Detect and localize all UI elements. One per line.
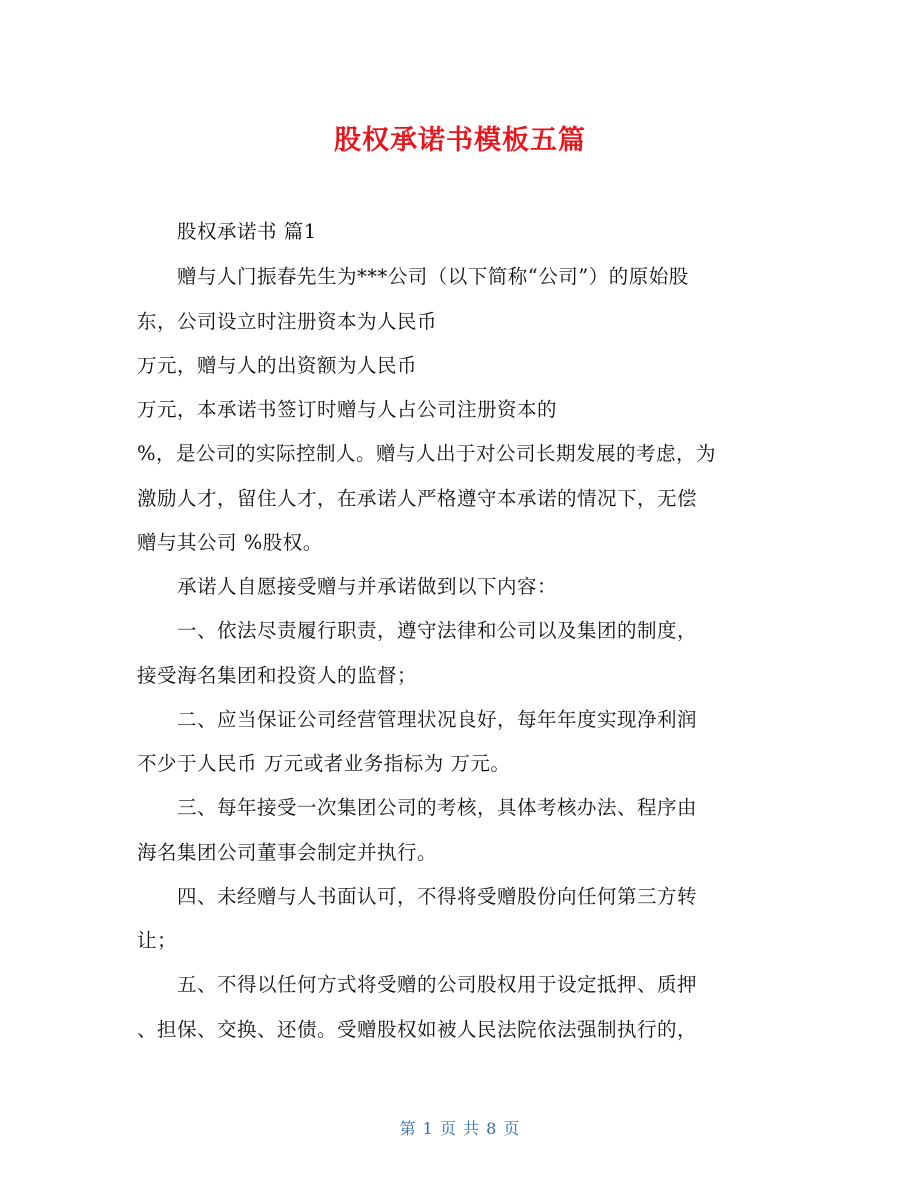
body-line: 不少于人民币 万元或者业务指标为 万元。: [137, 752, 511, 775]
body-line: 接受海名集团和投资人的监督；: [137, 664, 418, 687]
body-line: 二、应当保证公司经营管理状况良好，每年年度实现净利润: [137, 708, 698, 731]
body-line: 股权承诺书 篇1: [137, 220, 317, 243]
body-line: 万元，本承诺书签订时赠与人占公司注册资本的: [137, 398, 558, 421]
body-line: 万元，赠与人的出资额为人民币: [137, 354, 418, 377]
body-line: 、担保、交换、还债。受赠股权如被人民法院依法强制执行的，: [137, 1018, 698, 1041]
body-line: 赠与人门振春先生为***公司（以下简称“公司”）的原始股: [137, 265, 689, 288]
body-line: 承诺人自愿接受赠与并承诺做到以下内容：: [137, 575, 558, 598]
body-line: 五、不得以任何方式将受赠的公司股权用于设定抵押、质押: [137, 973, 698, 996]
body-line: 四、未经赠与人书面认可，不得将受赠股份向任何第三方转: [137, 885, 698, 908]
body-line: 三、每年接受一次集团公司的考核，具体考核办法、程序由: [137, 796, 698, 819]
body-line: %，是公司的实际控制人。赠与人出于对公司长期发展的考虑，为: [137, 442, 717, 465]
body-line: 赠与其公司 %股权。: [137, 531, 323, 554]
body-line: 激励人才，留住人才，在承诺人严格遵守本承诺的情况下，无偿: [137, 487, 698, 510]
document-title: 股权承诺书模板五篇: [334, 125, 586, 156]
page-number: 第 1 页 共 8 页: [399, 1119, 521, 1138]
body-line: 让；: [137, 929, 178, 952]
body-line: 东，公司设立时注册资本为人民币: [137, 310, 438, 333]
body-line: 一、依法尽责履行职责，遵守法律和公司以及集团的制度，: [137, 619, 698, 642]
body-line: 海名集团公司董事会制定并执行。: [137, 841, 438, 864]
